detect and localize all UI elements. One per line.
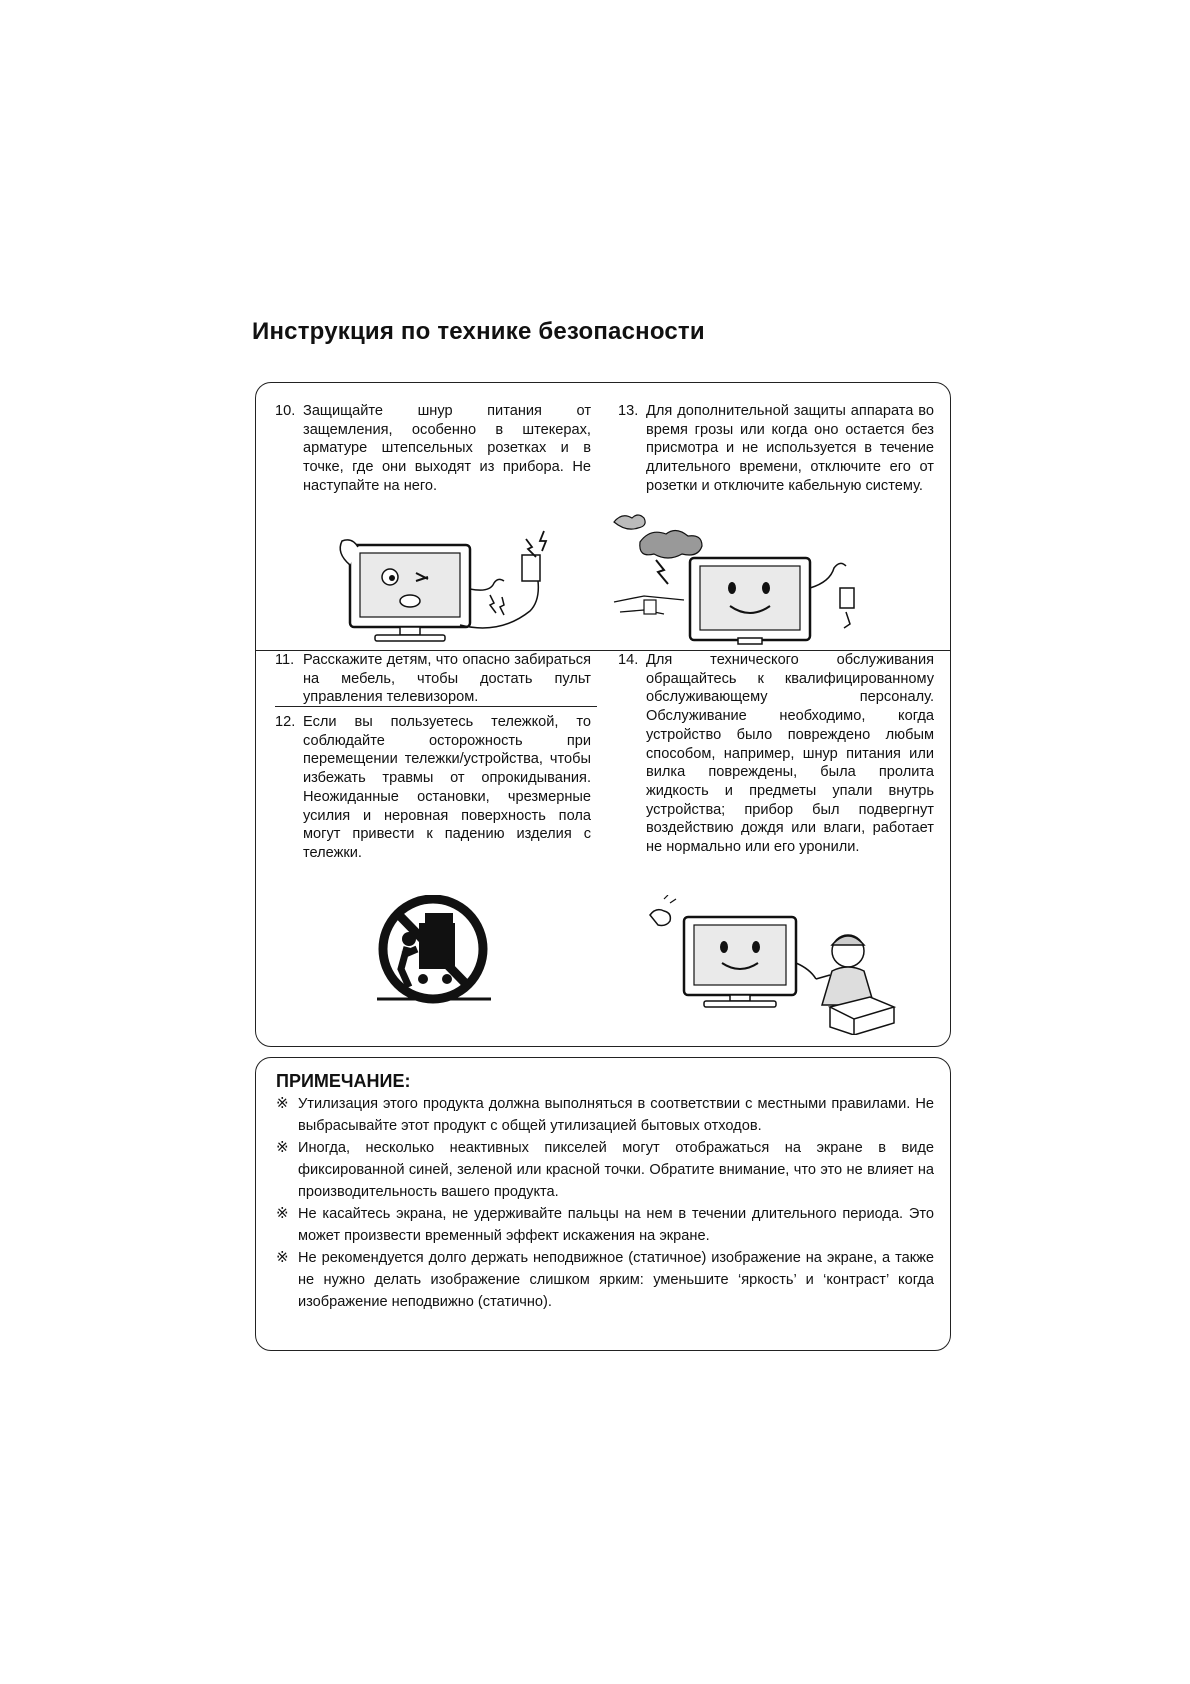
item-number: 12. xyxy=(275,714,296,730)
tv-thunderstorm-illustration xyxy=(610,512,870,647)
item-text: Если вы пользуетесь тележкой, то соблюдайте осторожность при перемещении тележки/устройства, чтобы избежать травмы от опрокидывания. Неожиданные остановки, чрезмерные усилия и неровная поверхность пола могут привести к падению изделия с тележки. xyxy=(303,714,591,861)
safety-item-11 xyxy=(275,651,591,707)
safety-item-10 xyxy=(275,402,591,496)
note-item xyxy=(276,1203,934,1247)
item-number: 13. xyxy=(618,403,639,419)
item-number: 11. xyxy=(275,652,295,668)
safety-item-12 xyxy=(275,713,591,863)
cart-warning-icon xyxy=(375,895,495,1007)
note-item xyxy=(276,1137,934,1203)
safety-item-14 xyxy=(618,651,934,857)
item-text: Расскажите детям, что опасно забираться на мебель, чтобы достать пульт управления телевизором. xyxy=(303,652,591,706)
note-item xyxy=(276,1247,934,1313)
note-text: Не рекомендуется долго держать неподвижное (статичное) изображение на экране, а также не нужно делать изображение слишком ярким: уменьшите ‘яркость’ и ‘контраст’ когда изображение неподвижно (статично). xyxy=(298,1250,934,1310)
note-item xyxy=(276,1093,934,1137)
note-text: Утилизация этого продукта должна выполняться в соответствии с местными правилами. Не выбрасывайте этот продукт с общей утилизацией бытовых отходов. xyxy=(298,1096,934,1134)
tv-power-cord-illustration xyxy=(330,525,560,650)
note-text: Не касайтесь экрана, не удерживайте пальцы на нем в течении длительного периода. Это может произвести временный эффект искажения на экране. xyxy=(298,1206,934,1244)
tv-technician-illustration xyxy=(640,895,900,1035)
safety-item-13 xyxy=(618,402,934,496)
reference-mark-icon: ※ xyxy=(276,1249,289,1266)
item-text: Защищайте шнур питания от защемления, особенно в штекерах, арматуре штепсельных розетках и в точке, где они выходят из прибора. Не наступайте на него. xyxy=(303,403,591,494)
divider xyxy=(275,706,597,707)
page-title: Инструкция по технике безопасности xyxy=(252,318,705,345)
reference-mark-icon: ※ xyxy=(276,1139,289,1156)
item-number: 14. xyxy=(618,652,639,668)
note-text: Иногда, несколько неактивных пикселей могут отображаться на экране в виде фиксированной синей, зеленой или красной точки. Обратите внимание, что это не влияет на производительность вашего продукта. xyxy=(298,1140,934,1200)
reference-mark-icon: ※ xyxy=(276,1205,289,1222)
reference-mark-icon: ※ xyxy=(276,1095,289,1112)
note-title: ПРИМЕЧАНИЕ: xyxy=(276,1071,411,1091)
item-number: 10. xyxy=(275,403,296,419)
item-text: Для дополнительной защиты аппарата во время грозы или когда оно остается без присмотра и не используется в течение длительного времени, отключите его от розетки и отключите кабельную систему. xyxy=(646,403,934,494)
item-text: Для технического обслуживания обращайтесь к квалифицированному обслуживающему персоналу. Обслуживание необходимо, когда устройство было повреждено любым способом, например, шнур питания или вилка повреждены, была пролита жидкость и предметы упали внутрь устройства; прибор был подвергнут воздействию дождя или влаги, работает не нормально или его уронили. xyxy=(646,652,934,856)
